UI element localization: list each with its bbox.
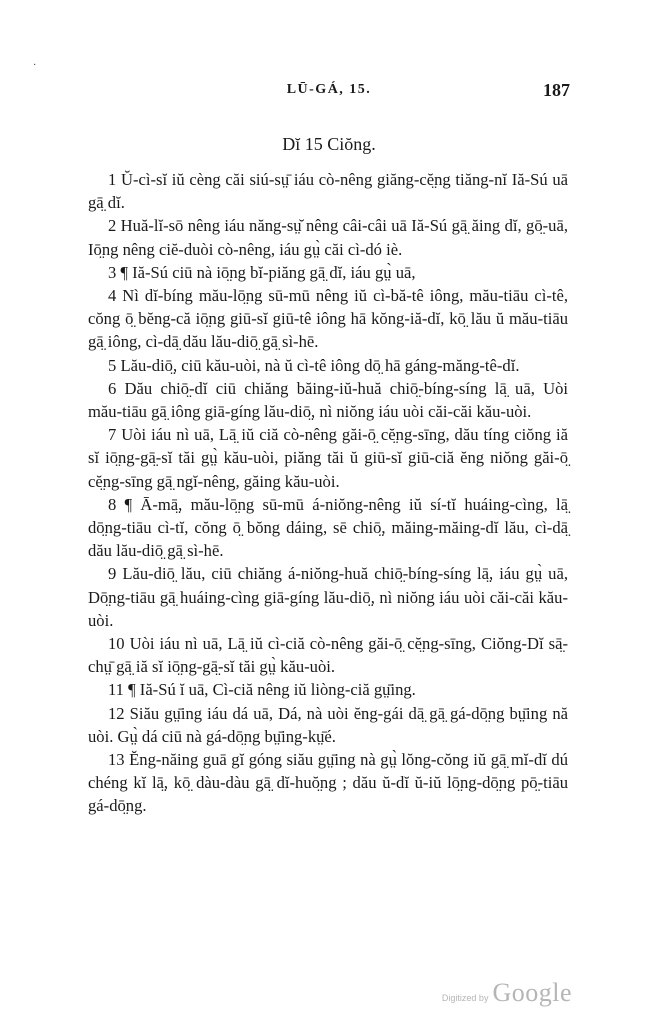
verse-10: 10 Uòi iáu nì uā, Lā̤ iŭ cì-ciă cò-nêng găi-ō̤ cĕ̤ng-sīng, Ciŏng-Dĭ sā̤-chṳ̄ gā̤ iă sĭ iō̤ng-gā̤-sĭ tăi gṳ̀ kău-uòi. [88,634,568,677]
verse-3: 3 ¶ Iă-Sú ciū nà iō̤ng bĭ-piăng gā̤ dĭ, iáu gṳ̀ uā, [108,262,416,282]
stray-mark: · [33,60,37,71]
google-logo: Google [492,978,572,1007]
verse-1: 1 Ŭ-cì-sĭ iŭ cèng căi siú-sṳ̄ iáu cò-nêng giăng-cĕ̤ng tiăng-nĭ Iă-Sú uā gā̤ dĭ. [88,170,568,213]
page-number: 187 [543,80,570,100]
verse-13: 13 Ĕng-năing guā gĭ góng siău gṳ̄ing nà gṳ̀ lŏng-cŏng iŭ gā̤ mĭ-dĭ dú chéng kĭ lā̤, kō̤ dàu-dàu gā̤ dĭ-huŏ̤ng ; dău ŭ-dĭ ŭ-iŭ lō̤ng-dō̤ng pō̤-tiāu gá-dō̤ng. [88,750,568,816]
verse-6: 6 Dău chiō̤-dĭ ciū chiăng băing-iŭ-huă chiō̤-bíng-síng lā̤ uā, Uòi mău-tiāu gā̤ iông giā-gíng lău-diō̤, nì niŏng iáu uòi căi-căi kău-uòi. [88,378,568,422]
verse-12: 12 Siău gṳ̄ing iáu dá uā, Dá, nà uòi ĕng-gái dā̤ gā̤ gá-dō̤ng bṳ̄ing nă uòi. Gṳ̀ dá ciū nà gá-dō̤ng bṳ̄ing-kṳ̄é. [88,703,568,746]
verse-5: 5 Lău-diō̤, ciū kău-uòi, nà ŭ cì-tê iông dō̤ hā gáng-măng-tê-dĭ. [108,355,520,375]
verse-9: 9 Lău-diō̤ lău, ciū chiăng á-niŏng-huă chiō̤-bíng-síng lā̤, iáu gṳ̀ uā, Dō̤ng-tiāu gā̤ huáing-cìng giā-gíng lău-diō̤, nì niŏng iáu uòi căi-căi kău-uòi. [88,564,568,630]
running-title: LŪ-GÁ, 15. [286,82,372,97]
verse-8: 8 ¶ Ā-mā̤, mău-lō̤ng sū-mū á-niŏng-nêng iŭ sí-tĭ huáing-cìng, lā̤ dō̤ng-tiāu cì-tĭ, cŏng ō̤ bŏng dáing, sē chiō̤, măing-măing-dĭ lău, cì-dā̤ dău lău-diō̤ gā̤ sì-hē. [88,494,568,561]
verse-list [88,168,568,818]
digitized-by-label: Digitized by [441,993,489,1003]
verse-2: 2 Huă-lĭ-sō nêng iáu năng-sṳ̆ nêng câi-câi uā Iă-Sú gā̤ ăing dĭ, gō̤-uā, Iō̤ng nêng ciĕ-duòi cò-nêng, iáu gṳ̀ căi cì-dó iè. [88,216,568,259]
running-header [88,80,570,104]
chapter-heading: Dĭ 15 Ciŏng. [282,134,376,154]
verse-11: 11 ¶ Iă-Sú ĭ uā, Cì-ciă nêng iŭ liòng-ciă gṳ̄ing. [108,680,416,700]
verse-7: 7 Uòi iáu nì uā, Lā̤ iŭ ciă cò-nêng găi-ō̤ cĕ̤ng-sīng, dău tíng ciŏng iă sĭ iō̤ng-gā̤-sĭ tăi gṳ̀ kău-uòi, piăng tăi ŭ giū-sĭ giū-ciă ĕng niŏng găi-ō̤ cĕ̤ng-sīng gā̤ ngĭ-nêng, găing kău-uòi. [88,425,568,491]
verse-4: 4 Nì dĭ-bíng mău-lō̤ng sū-mū nêng iŭ cì-bă-tê iông, mău-tiāu cì-tê, cŏng ō̤ bĕng-că iō̤ng giū-sĭ giū-tê iông hā kŏng-iă-dĭ, kō̤ lău ŭ mău-tiāu gā̤ iông, cì-dā̤ dău lău-diō̤ gā̤ sì-hē. [88,286,568,352]
digitization-watermark [442,978,572,1008]
